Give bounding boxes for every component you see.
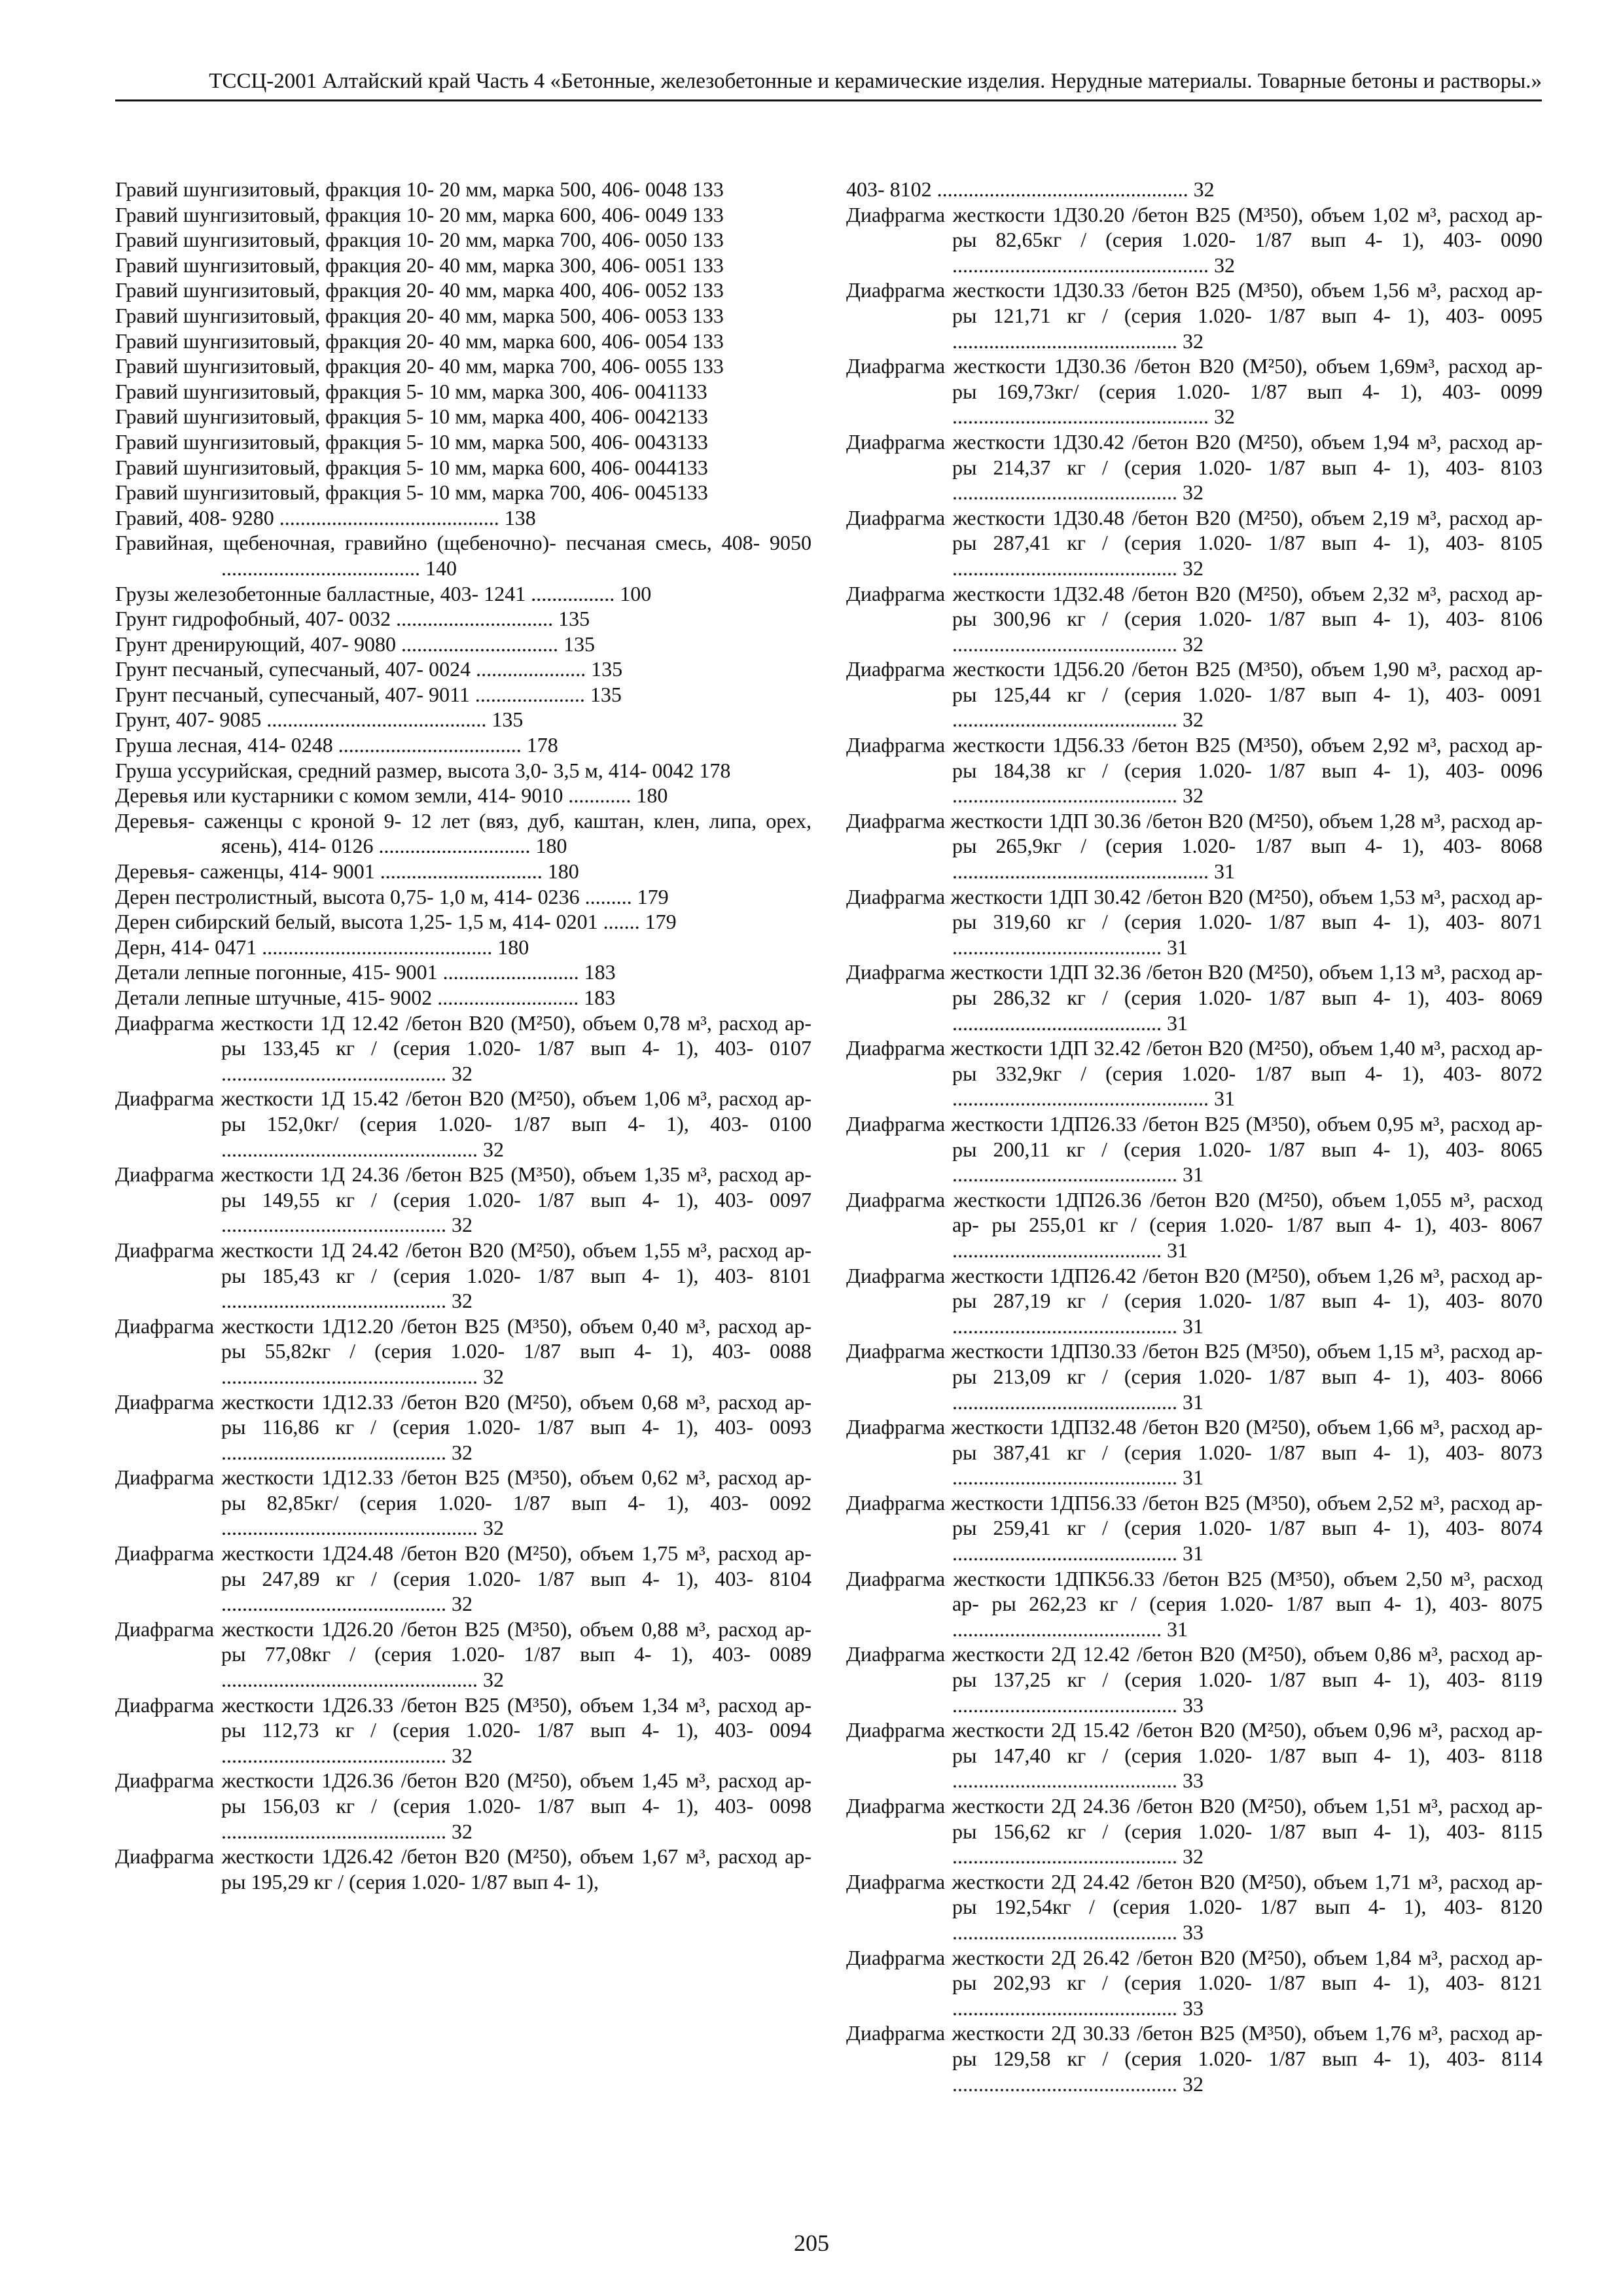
index-entry: Грунт песчаный, супесчаный, 407- 9011 ..................... 135 (115, 682, 622, 706)
index-entry: Диафрагма жесткости 1Д32.48 /бетон В20 (М²50), объем 2,32 м³, расход ар- ры 300,96 кг / (серия 1.020- 1/87 вып 4- 1), 403- 8106 ........................................... 32 (846, 581, 1543, 656)
index-entry: Диафрагма жесткости 1Д12.33 /бетон В20 (М²50), объем 0,68 м³, расход ар- ры 116,86 кг / (серия 1.020- 1/87 вып 4- 1), 403- 0093 ........................................... 32 (115, 1390, 812, 1464)
index-entry: Диафрагма жесткости 1Д30.36 /бетон В20 (М²50), объем 1,69м³, расход ар- ры 169,73кг/ (серия 1.020- 1/87 вып 4- 1), 403- 0099 ................................................. 32 (846, 354, 1543, 429)
index-entry: Диафрагма жесткости 1Д 15.42 /бетон В20 (М²50), объем 1,06 м³, расход ар- ры 152,0кг/ (серия 1.020- 1/87 вып 4- 1), 403- 0100 ................................................. 32 (115, 1086, 812, 1161)
index-entry: Гравий шунгизитовый, фракция 5- 10 мм, марка 700, 406- 0045133 (115, 480, 708, 505)
index-entry: Гравий шунгизитовый, фракция 20- 40 мм, марка 400, 406- 0052 133 (115, 278, 724, 302)
index-entry: 403- 8102 ................................................ 32 (846, 177, 1215, 201)
index-entry: Диафрагма жесткости 1ДП 32.42 /бетон В20 (М²50), объем 1,40 м³, расход ар- ры 332,9кг / (серия 1.020- 1/87 вып 4- 1), 403- 8072 ................................................. 31 (846, 1036, 1543, 1111)
index-entry: Гравийная, щебеночная, гравийно (щебеночно)- песчаная смесь, 408- 9050 ...................................... 140 (115, 531, 812, 580)
index-entry: Грунт, 407- 9085 .......................................... 135 (115, 708, 524, 732)
index-entry: Грунт дренирующий, 407- 9080 .............................. 135 (115, 632, 595, 656)
index-entry: Диафрагма жесткости 1Д30.42 /бетон В20 (М²50), объем 1,94 м³, расход ар- ры 214,37 кг / (серия 1.020- 1/87 вып 4- 1), 403- 8103 ........................................... 32 (846, 429, 1543, 505)
index-entry: Гравий шунгизитовый, фракция 5- 10 мм, марка 600, 406- 0044133 (115, 455, 708, 479)
index-entry: Гравий шунгизитовый, фракция 5- 10 мм, марка 500, 406- 0043133 (115, 429, 708, 454)
index-entry: Диафрагма жесткости 1ДП26.33 /бетон В25 (М³50), объем 0,95 м³, расход ар- ры 200,11 кг / (серия 1.020- 1/87 вып 4- 1), 403- 8065 ........................................... 31 (846, 1111, 1543, 1187)
index-entry: Диафрагма жесткости 1Д56.20 /бетон В25 (М³50), объем 1,90 м³, расход ар- ры 125,44 кг / (серия 1.020- 1/87 вып 4- 1), 403- 0091 ........................................... 32 (846, 657, 1543, 732)
index-entry: Диафрагма жесткости 1ДП26.42 /бетон В20 (М²50), объем 1,26 м³, расход ар- ры 287,19 кг / (серия 1.020- 1/87 вып 4- 1), 403- 8070 ........................................... 31 (846, 1263, 1543, 1338)
index-entry: Диафрагма жесткости 1ДП 32.36 /бетон В20 (М²50), объем 1,13 м³, расход ар- ры 286,32 кг / (серия 1.020- 1/87 вып 4- 1), 403- 8069 ........................................ 31 (846, 960, 1543, 1035)
index-entry: Диафрагма жесткости 1ДП56.33 /бетон В25 (М³50), объем 2,52 м³, расход ар- ры 259,41 кг / (серия 1.020- 1/87 вып 4- 1), 403- 8074 ........................................... 31 (846, 1490, 1543, 1566)
index-column-right (846, 177, 1543, 2096)
index-entry: Диафрагма жесткости 1Д56.33 /бетон В25 (М³50), объем 2,92 м³, расход ар- ры 184,38 кг / (серия 1.020- 1/87 вып 4- 1), 403- 0096 ........................................... 32 (846, 733, 1543, 808)
page-header: ТССЦ-2001 Алтайский край Часть 4 «Бетонные, железобетонные и керамические изделия. Нерудные материалы. Товарные бетоны и растворы.» (115, 68, 1542, 101)
index-column-left (115, 177, 812, 1894)
index-entry: Диафрагма жесткости 1Д30.33 /бетон В25 (М³50), объем 1,56 м³, расход ар- ры 121,71 кг / (серия 1.020- 1/87 вып 4- 1), 403- 0095 ........................................... 32 (846, 278, 1543, 353)
index-entry: Диафрагма жесткости 1ДП30.33 /бетон В25 (М³50), объем 1,15 м³, расход ар- ры 213,09 кг / (серия 1.020- 1/87 вып 4- 1), 403- 8066 ........................................... 31 (846, 1339, 1543, 1414)
index-entry: Диафрагма жесткости 1Д26.20 /бетон В25 (М³50), объем 0,88 м³, расход ар- ры 77,08кг / (серия 1.020- 1/87 вып 4- 1), 403- 0089 ................................................. 32 (115, 1617, 812, 1692)
index-entry: Гравий шунгизитовый, фракция 10- 20 мм, марка 700, 406- 0050 133 (115, 228, 724, 252)
index-entry: Деревья- саженцы, 414- 9001 ............................... 180 (115, 859, 579, 884)
index-entry: Деревья или кустарники с комом земли, 414- 9010 ............ 180 (115, 783, 668, 808)
index-entry: Дерн, 414- 0471 ............................................ 180 (115, 935, 529, 959)
index-entry: Диафрагма жесткости 2Д 12.42 /бетон В20 (М²50), объем 0,86 м³, расход ар- ры 137,25 кг / (серия 1.020- 1/87 вып 4- 1), 403- 8119 ........................................... 33 (846, 1642, 1543, 1717)
index-entry: Диафрагма жесткости 2Д 15.42 /бетон В20 (М²50), объем 0,96 м³, расход ар- ры 147,40 кг / (серия 1.020- 1/87 вып 4- 1), 403- 8118 ........................................... 33 (846, 1718, 1543, 1793)
index-entry: Диафрагма жесткости 1Д26.42 /бетон В20 (М²50), объем 1,67 м³, расход ар- ры 195,29 кг / (серия 1.020- 1/87 вып 4- 1), (115, 1844, 812, 1893)
index-entry: Диафрагма жесткости 2Д 24.36 /бетон В20 (М²50), объем 1,51 м³, расход ар- ры 156,62 кг / (серия 1.020- 1/87 вып 4- 1), 403- 8115 ........................................... 32 (846, 1794, 1543, 1869)
index-entry: Диафрагма жесткости 1ДП32.48 /бетон В20 (М²50), объем 1,66 м³, расход ар- ры 387,41 кг / (серия 1.020- 1/87 вып 4- 1), 403- 8073 ........................................... 31 (846, 1415, 1543, 1490)
index-entry: Диафрагма жесткости 1ДПК56.33 /бетон В25 (М³50), объем 2,50 м³, расход ар- ры 262,23 кг / (серия 1.020- 1/87 вып 4- 1), 403- 8075 ........................................ 31 (846, 1566, 1543, 1641)
index-entry: Гравий шунгизитовый, фракция 5- 10 мм, марка 300, 406- 0041133 (115, 379, 707, 403)
index-entry: Диафрагма жесткости 1Д24.48 /бетон В20 (М²50), объем 1,75 м³, расход ар- ры 247,89 кг / (серия 1.020- 1/87 вып 4- 1), 403- 8104 ........................................... 32 (115, 1541, 812, 1616)
page-number: 205 (794, 2230, 829, 2256)
index-entry: Груша лесная, 414- 0248 ................................... 178 (115, 733, 558, 757)
index-entry: Диафрагма жесткости 1ДП26.36 /бетон В20 (М²50), объем 1,055 м³, расход ар- ры 255,01 кг / (серия 1.020- 1/87 вып 4- 1), 403- 8067 ........................................ 31 (846, 1187, 1543, 1262)
index-entry: Гравий шунгизитовый, фракция 10- 20 мм, марка 500, 406- 0048 133 (115, 177, 724, 201)
index-entry: Диафрагма жесткости 1Д12.20 /бетон В25 (М³50), объем 0,40 м³, расход ар- ры 55,82кг / (серия 1.020- 1/87 вып 4- 1), 403- 0088 ................................................. 32 (115, 1314, 812, 1388)
index-entry: Грунт гидрофобный, 407- 0032 .............................. 135 (115, 607, 590, 631)
index-entry: Гравий шунгизитовый, фракция 20- 40 мм, марка 700, 406- 0055 133 (115, 354, 724, 378)
index-entry: Диафрагма жесткости 1Д 24.42 /бетон В20 (М²50), объем 1,55 м³, расход ар- ры 185,43 кг / (серия 1.020- 1/87 вып 4- 1), 403- 8101 ........................................... 32 (115, 1238, 812, 1313)
index-entry: Гравий шунгизитовый, фракция 20- 40 мм, марка 300, 406- 0051 133 (115, 253, 724, 277)
index-entry: Гравий шунгизитовый, фракция 20- 40 мм, марка 600, 406- 0054 133 (115, 329, 724, 353)
index-entry: Диафрагма жесткости 1Д 12.42 /бетон В20 (М²50), объем 0,78 м³, расход ар- ры 133,45 кг / (серия 1.020- 1/87 вып 4- 1), 403- 0107 ........................................... 32 (115, 1011, 812, 1085)
index-entry: Диафрагма жесткости 1Д26.33 /бетон В25 (М³50), объем 1,34 м³, расход ар- ры 112,73 кг / (серия 1.020- 1/87 вып 4- 1), 403- 0094 ........................................... 32 (115, 1693, 812, 1767)
index-entry: Гравий шунгизитовый, фракция 20- 40 мм, марка 500, 406- 0053 133 (115, 303, 724, 327)
index-entry: Диафрагма жесткости 1ДП 30.42 /бетон В20 (М²50), объем 1,53 м³, расход ар- ры 319,60 кг / (серия 1.020- 1/87 вып 4- 1), 403- 8071 ........................................ 31 (846, 884, 1543, 959)
index-entry: Гравий, 408- 9280 .......................................... 138 (115, 505, 536, 529)
index-entry: Диафрагма жесткости 1Д12.33 /бетон В25 (М³50), объем 0,62 м³, расход ар- ры 82,85кг/ (серия 1.020- 1/87 вып 4- 1), 403- 0092 ................................................. 32 (115, 1465, 812, 1540)
index-entry: Гравий шунгизитовый, фракция 5- 10 мм, марка 400, 406- 0042133 (115, 404, 708, 429)
index-entry: Дерен пестролистный, высота 0,75- 1,0 м, 414- 0236 ......... 179 (115, 884, 669, 908)
index-entry: Диафрагма жесткости 1ДП 30.36 /бетон В20 (М²50), объем 1,28 м³, расход ар- ры 265,9кг / (серия 1.020- 1/87 вып 4- 1), 403- 8068 ................................................. 31 (846, 808, 1543, 884)
index-entry: Грузы железобетонные балластные, 403- 1241 ................ 100 (115, 581, 652, 605)
index-entry: Грунт песчаный, супесчаный, 407- 0024 ..................... 135 (115, 657, 623, 681)
index-entry: Диафрагма жесткости 1Д26.36 /бетон В20 (М²50), объем 1,45 м³, расход ар- ры 156,03 кг / (серия 1.020- 1/87 вып 4- 1), 403- 0098 ........................................... 32 (115, 1768, 812, 1843)
index-entry: Диафрагма жесткости 2Д 24.42 /бетон В20 (М²50), объем 1,71 м³, расход ар- ры 192,54кг / (серия 1.020- 1/87 вып 4- 1), 403- 8120 ........................................... 33 (846, 1869, 1543, 1944)
index-entry: Диафрагма жесткости 2Д 26.42 /бетон В20 (М²50), объем 1,84 м³, расход ар- ры 202,93 кг / (серия 1.020- 1/87 вып 4- 1), 403- 8121 ........................................... 33 (846, 1945, 1543, 2020)
index-entry: Груша уссурийская, средний размер, высота 3,0- 3,5 м, 414- 0042 178 (115, 758, 731, 782)
index-entry: Диафрагма жесткости 2Д 30.33 /бетон В25 (М³50), объем 1,76 м³, расход ар- ры 129,58 кг / (серия 1.020- 1/87 вып 4- 1), 403- 8114 ........................................... 32 (846, 2021, 1543, 2096)
index-entry: Дерен сибирский белый, высота 1,25- 1,5 м, 414- 0201 ....... 179 (115, 910, 677, 934)
index-entry: Диафрагма жесткости 1Д30.20 /бетон В25 (М³50), объем 1,02 м³, расход ар- ры 82,65кг / (серия 1.020- 1/87 вып 4- 1), 403- 0090 ................................................. 32 (846, 202, 1543, 277)
index-entry: Детали лепные штучные, 415- 9002 ........................... 183 (115, 986, 616, 1009)
index-entry: Детали лепные погонные, 415- 9001 .......................... 183 (115, 960, 616, 984)
index-entry: Гравий шунгизитовый, фракция 10- 20 мм, марка 600, 406- 0049 133 (115, 202, 724, 226)
index-entry: Диафрагма жесткости 1Д30.48 /бетон В20 (М²50), объем 2,19 м³, расход ар- ры 287,41 кг / (серия 1.020- 1/87 вып 4- 1), 403- 8105 ........................................... 32 (846, 505, 1543, 580)
index-entry: Деревья- саженцы с кроной 9- 12 лет (вяз, дуб, каштан, клен, липа, орех, ясень), 414- 0126 ............................. 180 (115, 808, 812, 858)
index-entry: Диафрагма жесткости 1Д 24.36 /бетон В25 (М³50), объем 1,35 м³, расход ар- ры 149,55 кг / (серия 1.020- 1/87 вып 4- 1), 403- 0097 ........................................... 32 (115, 1162, 812, 1237)
